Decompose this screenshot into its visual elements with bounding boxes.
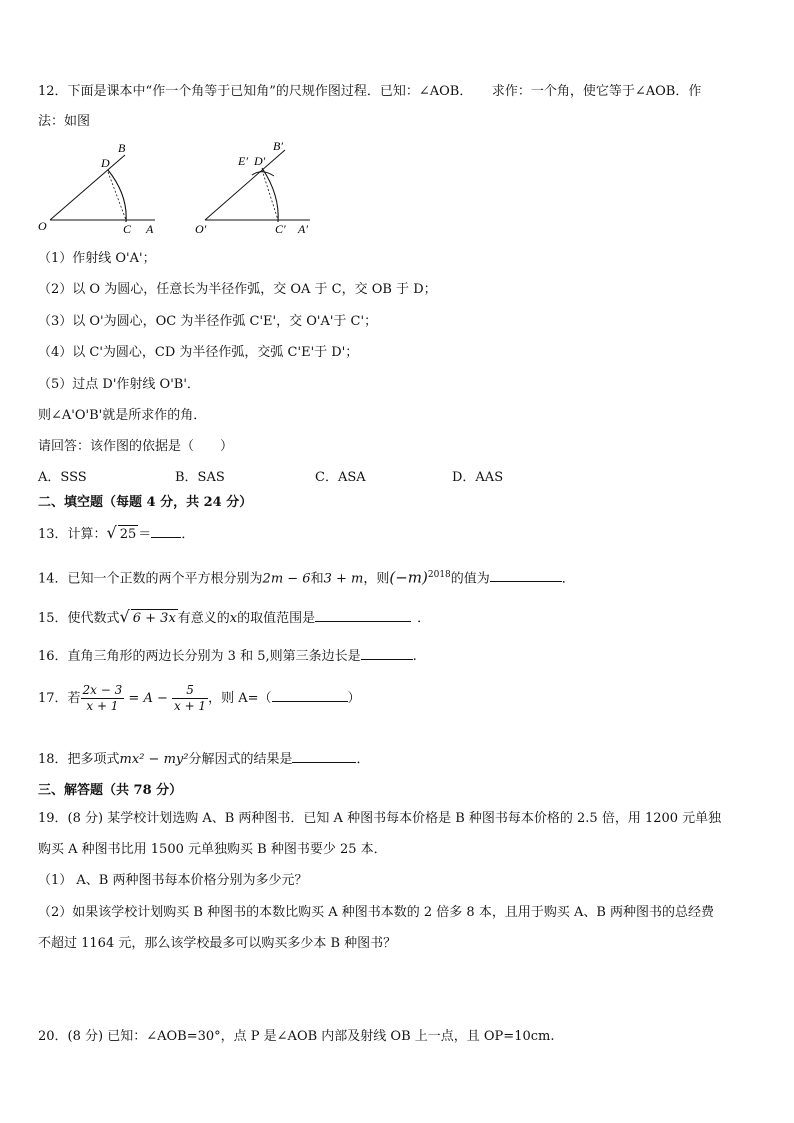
- label-B-prime: B′: [273, 140, 283, 153]
- label-C: C: [123, 222, 132, 236]
- q14-expr1: 2m − 6: [262, 571, 311, 587]
- q17-fraction-right: [172, 683, 208, 714]
- q12-conclusion: 则∠A'O'B'就是所求作的角．: [38, 408, 207, 423]
- label-A-prime: A′: [298, 222, 308, 236]
- q13-answer-blank[interactable]: [151, 525, 181, 538]
- label-A: A: [146, 222, 154, 236]
- figure-right: [195, 140, 310, 236]
- q18-polynomial: mx² − my²: [119, 752, 189, 767]
- q12-step-2: （2）以 O 为圆心，任意长为半径作弧，交 OA 于 C，交 OB 于 D；: [38, 282, 437, 297]
- q17-fraction-left: [81, 683, 125, 714]
- q13-equals: ＝: [138, 527, 152, 542]
- q12-line2: 法：如图: [38, 114, 91, 129]
- angle-figure: [30, 140, 360, 240]
- q17-answer-blank[interactable]: [272, 689, 348, 702]
- q17-end: ）: [347, 691, 361, 706]
- q12-step-4: （4）以 C'为圆心，CD 为半径作弧，交弧 C'E'于 D'；: [38, 345, 359, 360]
- option-d[interactable]: D．AAS: [452, 470, 504, 485]
- label-O-prime: O′: [195, 222, 207, 236]
- q14: [38, 566, 575, 588]
- label-D: D: [101, 156, 110, 170]
- section-3-heading: 三、解答题（共 78 分）: [38, 783, 183, 798]
- q18: [38, 750, 370, 769]
- q16-answer-blank[interactable]: [361, 647, 413, 660]
- label-O: O: [38, 219, 47, 233]
- sqrt-icon: √: [106, 523, 117, 542]
- q15-end: ．: [417, 611, 431, 626]
- q13: [38, 524, 194, 544]
- q12-question: 请回答：该作图的依据是（ ）: [38, 439, 234, 454]
- label-E-prime: E′: [238, 154, 248, 168]
- q12-step-3: （3）以 O'为圆心，OC 为半径作弧 C'E'，交 O'A'于 C'；: [38, 314, 378, 329]
- q13-radicand: 25: [119, 527, 137, 542]
- option-c[interactable]: C．ASA: [315, 470, 366, 485]
- q19-sub2b: 不超过 1164 元，那么该学校最多可以购买多少本 B 种图书？: [38, 936, 397, 951]
- q19-sub2a: （2）如果该学校计划购买 B 种图书的本数比购买 A 种图书本数的 2 倍多 8 本，且用于购买 A、B 两种图书的总经费: [38, 905, 715, 920]
- q15-variable: x: [229, 611, 238, 626]
- q15-prefix: 15．使代数式: [38, 611, 120, 626]
- q14-exponent: 2018: [427, 570, 451, 580]
- q12-step-5: （5）过点 D'作射线 O'B'．: [38, 377, 200, 392]
- q19-sub1: （1） A、B 两种图书每本价格分别为多少元？: [38, 873, 308, 888]
- q15-mid: 有意义的: [177, 611, 230, 626]
- q15: [38, 608, 430, 628]
- q17-denominator-1: x + 1: [86, 699, 119, 713]
- q17-equation: = A −: [124, 691, 172, 706]
- q14-then: ，则: [363, 571, 390, 587]
- q20: 20．(8 分) 已知：∠AOB=30°，点 P 是∠AOB 内部及射线 OB 上一点，且 OP=10cm.: [38, 1029, 555, 1044]
- q19-line2: 购买 A 种图书比用 1500 元单独购买 B 种图书要少 25 本．: [38, 842, 387, 857]
- option-a[interactable]: A．SSS: [38, 470, 87, 485]
- q15-answer-blank[interactable]: [315, 609, 411, 622]
- q17-suffix: ，则 A=（: [208, 691, 272, 706]
- q17-numerator-2: 5: [172, 683, 208, 699]
- option-b[interactable]: B．SAS: [175, 470, 225, 485]
- figure-left: [38, 141, 155, 236]
- sqrt-icon: √: [119, 607, 130, 626]
- q18-answer-blank[interactable]: [292, 750, 356, 763]
- q14-suffix: 的值为: [450, 571, 490, 587]
- q12-line1: 12．下面是课本中“作一个角等于已知角”的尺规作图过程．已知：∠AOB． 求作：一个角，使它等于∠AOB．作: [38, 84, 702, 99]
- q14-expr2: 3 + m: [323, 571, 364, 587]
- q14-base: (−m): [389, 568, 428, 587]
- q14-prefix: 14．已知一个正数的两个平方根分别为: [38, 571, 263, 587]
- q17-prefix: 17．若: [38, 691, 81, 706]
- q19-line1: 19．(8 分) 某学校计划选购 A、B 两种图书．已知 A 种图书每本价格是 B 种图书每本价格的 2.5 倍，用 1200 元单独: [38, 811, 722, 826]
- q17-numerator-1: 2x − 3: [82, 683, 123, 697]
- q16-text: 16．直角三角形的两边长分别为 3 和 5,则第三条边长是: [38, 649, 361, 664]
- q13-prefix: 13．计算：: [38, 527, 107, 542]
- q12-step-1: （1）作射线 O'A'；: [38, 251, 156, 266]
- label-B: B: [118, 141, 126, 155]
- q17: [38, 683, 361, 715]
- q16-end: .: [412, 649, 417, 664]
- q12-options: [38, 469, 738, 487]
- q18-end: ．: [356, 752, 370, 767]
- q15-radicand: 6 + 3x: [132, 611, 176, 626]
- section-2-heading: 二、填空题（每题 4 分，共 24 分）: [38, 495, 253, 510]
- q17-denominator-2: x + 1: [173, 699, 207, 713]
- q14-end: ．: [561, 571, 575, 587]
- q15-suffix: 的取值范围是: [237, 611, 316, 626]
- q13-end: ．: [181, 527, 195, 542]
- q16: [38, 647, 417, 666]
- q14-and: 和: [310, 571, 324, 587]
- q18-prefix: 18．把多项式: [38, 752, 120, 767]
- q14-answer-blank[interactable]: [490, 569, 562, 582]
- label-C-prime: C′: [275, 222, 286, 236]
- label-D-prime: D′: [254, 154, 266, 168]
- q18-suffix: 分解因式的结果是: [188, 752, 293, 767]
